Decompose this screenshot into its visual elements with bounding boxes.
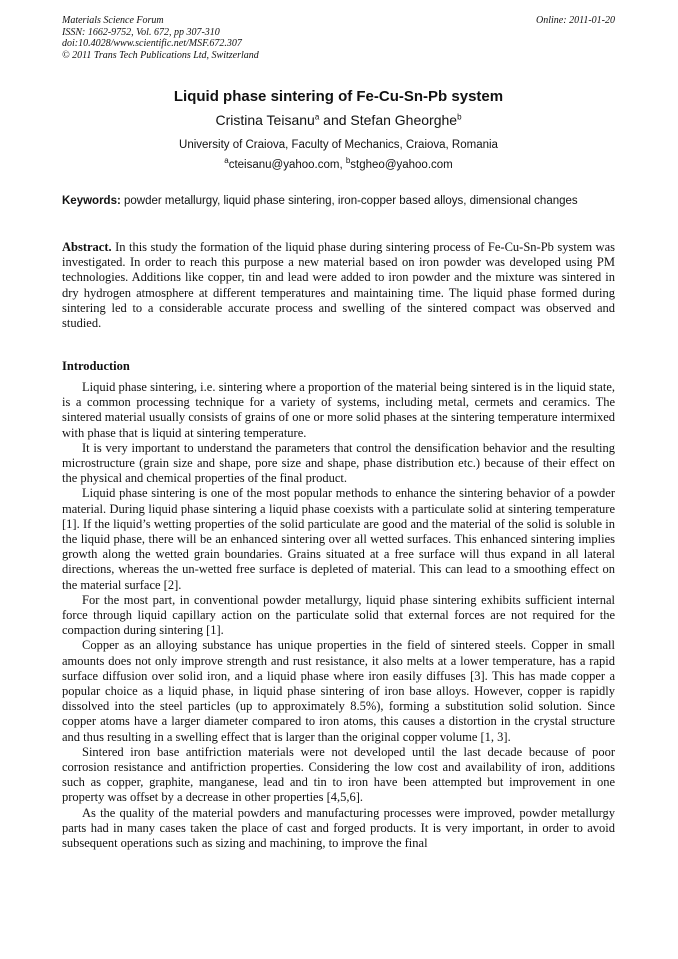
email-2-sup: b xyxy=(345,156,351,166)
email-1-sup: a xyxy=(224,156,229,166)
paper-title: Liquid phase sintering of Fe-Cu-Sn-Pb system xyxy=(173,88,504,105)
issn-line: ISSN: 1662-9752, Vol. 672, pp 307-310 xyxy=(62,26,220,38)
journal-name: Materials Science Forum xyxy=(62,15,164,26)
author-conjunction: and xyxy=(319,112,351,128)
email-line xyxy=(62,156,615,171)
paragraph: Copper as an alloying substance has unique properties in the field of sintered steels. Copper in small amounts does not only improve strength and rust resistance, it also melts at a lower temperature, has a rapid surface diffusion over solid iron, and a liquid phase where iron easily diffuses [3]. This has made copper a popular choice as a liquid phase, in liquid phase sintering of iron base alloys. However, copper is rapidly dissolved into the steel particles (up to approximately 8.5%), forming a substitution solid solution. Since copper atoms have a larger diameter compared to iron atoms, this causes a distortion in the crystal structure and thus resulting in a swelling effect that is larger than the original copper volume [1, 3]. xyxy=(62,638,615,744)
journal-header xyxy=(62,15,615,61)
abstract-label: Abstract. xyxy=(62,240,112,254)
paragraph: As the quality of the material powders and manufacturing processes were improved, powder metallurgy parts had in many cases taken the place of cast and forged products. It is very important, in order to avoid subsequent operations such as sizing and machining, to improve the final xyxy=(62,805,615,851)
paragraph: For the most part, in conventional powder metallurgy, liquid phase sintering exhibits sufficient internal force through liquid capillary action on the particulate solid that external forces are not required for the compaction during sintering [1]. xyxy=(62,592,615,638)
abstract-text: In this study the formation of the liquid phase during sintering process of Fe-Cu-Sn-Pb system was investigated. In order to reach this purpose a new material based on iron powder was developed using PM technologies. Additions like copper, tin and lead were added to iron powder and the mixture was sintered in dry hydrogen atmosphere at different temperatures and maintaining time. The liquid phase formed during sintering led to a considerable accurate process and swelling of the sintered compact was observed and studied. xyxy=(62,240,615,331)
online-date: Online: 2011-01-20 xyxy=(536,15,615,26)
author-line xyxy=(62,112,615,128)
affiliation: University of Craiova, Faculty of Mechanics, Craiova, Romania xyxy=(179,139,498,151)
paragraph: It is very important to understand the parameters that control the densification behavior and the resulting microstructure (grain size and shape, pore size and shape, phase distribution etc.) because of their effect on the physical and chemical properties of the final product. xyxy=(62,440,615,486)
author-1: Cristina Teisanu xyxy=(215,112,315,128)
keywords-label: Keywords: xyxy=(62,195,121,207)
paragraph: Liquid phase sintering, i.e. sintering where a proportion of the material being sintered is in the liquid state, is a common processing technique for a variety of systems, including metal, cermets and ceramics. The sintered material usually consists of grains of one or more solid phases at the sintering temperature intermixed with phase that is liquid at sintering temperature. xyxy=(62,380,615,440)
paragraph: Sintered iron base antifriction materials were not developed until the last decade because of poor corrosion resistance and antifriction properties. Considering the low cost and availability of iron, additions such as copper, graphite, manganese, lead and tin to iron have been attempted but improvement in one property was offset by a decrease in other properties [4,5,6]. xyxy=(62,744,615,805)
doi-line: doi:10.4028/www.scientific.net/MSF.672.307 xyxy=(62,38,242,49)
section-heading-introduction: Introduction xyxy=(62,359,130,373)
copyright-line: © 2011 Trans Tech Publications Ltd, Switzerland xyxy=(62,49,259,61)
introduction-body xyxy=(62,380,615,851)
email-1: cteisanu@yahoo.com, xyxy=(228,159,346,171)
email-2: stgheo@yahoo.com xyxy=(350,159,453,171)
paragraph: Liquid phase sintering is one of the most popular methods to enhance the sintering behavior of a powder material. During liquid phase sintering a liquid phase coexists with a particulate solid at sintering temperature [1]. If the liquid’s wetting properties of the solid particulate are good and the material of the solid is soluble in the liquid phase, there will be an enhanced sintering over all wetted surfaces. This enhanced sintering implies growth along the wetted grain boundaries. Grains situated at a free surface will thus expand in all lateral directions, whereas the un-wetted free surface is depleted of material. This can lead to a smoothing effect on the material surface [2]. xyxy=(62,486,615,592)
keywords-text: powder metallurgy, liquid phase sintering, iron-copper based alloys, dimensional changes xyxy=(120,195,578,207)
author-1-sup: a xyxy=(314,112,320,122)
author-2: Stefan Gheorghe xyxy=(350,112,458,128)
keywords xyxy=(62,194,615,208)
author-2-sup: b xyxy=(457,112,462,122)
abstract xyxy=(62,240,615,331)
